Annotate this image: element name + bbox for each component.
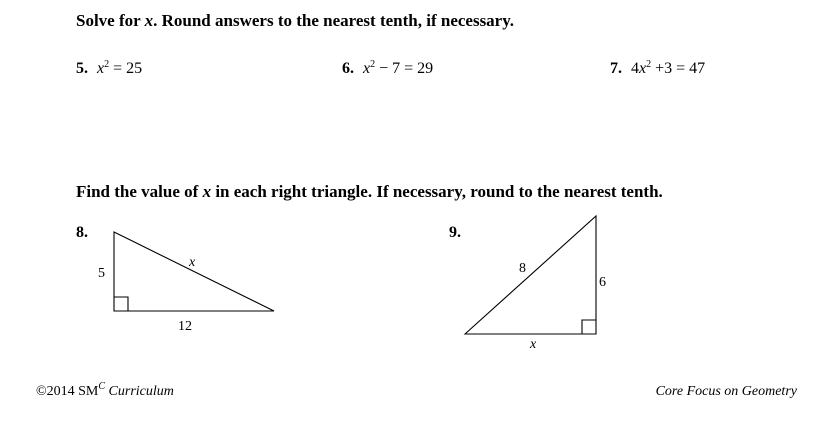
instruction-1-var: x: [144, 11, 154, 30]
triangle-9-figure: [455, 210, 625, 355]
footer-copyright-sup: C: [98, 381, 106, 392]
instruction-1-prefix: Solve for: [76, 11, 145, 30]
problem-6: [342, 60, 433, 78]
problem-7-rest: +3 = 47: [651, 60, 706, 77]
triangle-8-label-hypotenuse: x: [189, 255, 196, 270]
section-2-instruction: [76, 182, 663, 202]
instruction-2-suffix: in each right triangle. If necessary, round to the nearest tenth.: [211, 182, 663, 201]
problem-7-coefficient: 4: [631, 60, 639, 77]
triangle-9-label-horizontal: x: [530, 337, 537, 352]
footer-copyright: [36, 381, 174, 400]
problem-7: [610, 60, 705, 78]
footer-book-title: Core Focus on Geometry: [655, 384, 797, 399]
problem-8-number: 8.: [76, 224, 88, 241]
triangle-9-shape: [465, 216, 596, 334]
instruction-2-var: x: [202, 182, 212, 201]
instruction-1-suffix: . Round answers to the nearest tenth, if necessary.: [153, 11, 515, 30]
triangle-8-shape: [114, 232, 274, 311]
problem-5-variable: x: [97, 60, 105, 77]
problem-7-variable: x: [639, 60, 647, 77]
footer-copyright-suffix: Curriculum: [105, 384, 174, 399]
problem-5-exponent: 2: [104, 59, 110, 70]
triangle-8-right-angle-mark: [114, 297, 128, 311]
problem-5-number: 5.: [76, 60, 88, 77]
triangle-8-label-vertical: 5: [98, 266, 105, 281]
triangle-9-label-hypotenuse: 8: [519, 261, 526, 276]
problem-5-rest: = 25: [109, 60, 143, 77]
triangle-9-label-vertical: 6: [599, 275, 606, 290]
problem-7-exponent: 2: [646, 59, 652, 70]
section-1-instruction: [76, 11, 514, 31]
triangle-8-label-horizontal: 12: [178, 319, 192, 334]
footer-copyright-text: ©2014 SM: [36, 384, 99, 399]
problem-6-number: 6.: [342, 60, 354, 77]
problem-5: [76, 60, 142, 78]
problem-6-variable: x: [363, 60, 371, 77]
triangle-8-figure: [90, 226, 290, 336]
problem-6-exponent: 2: [370, 59, 376, 70]
triangle-9-right-angle-mark: [582, 320, 596, 334]
problem-9-number: 9.: [449, 224, 461, 241]
problem-7-number: 7.: [610, 60, 622, 77]
instruction-2-prefix: Find the value of: [76, 182, 203, 201]
problem-6-rest: − 7 = 29: [375, 60, 434, 77]
